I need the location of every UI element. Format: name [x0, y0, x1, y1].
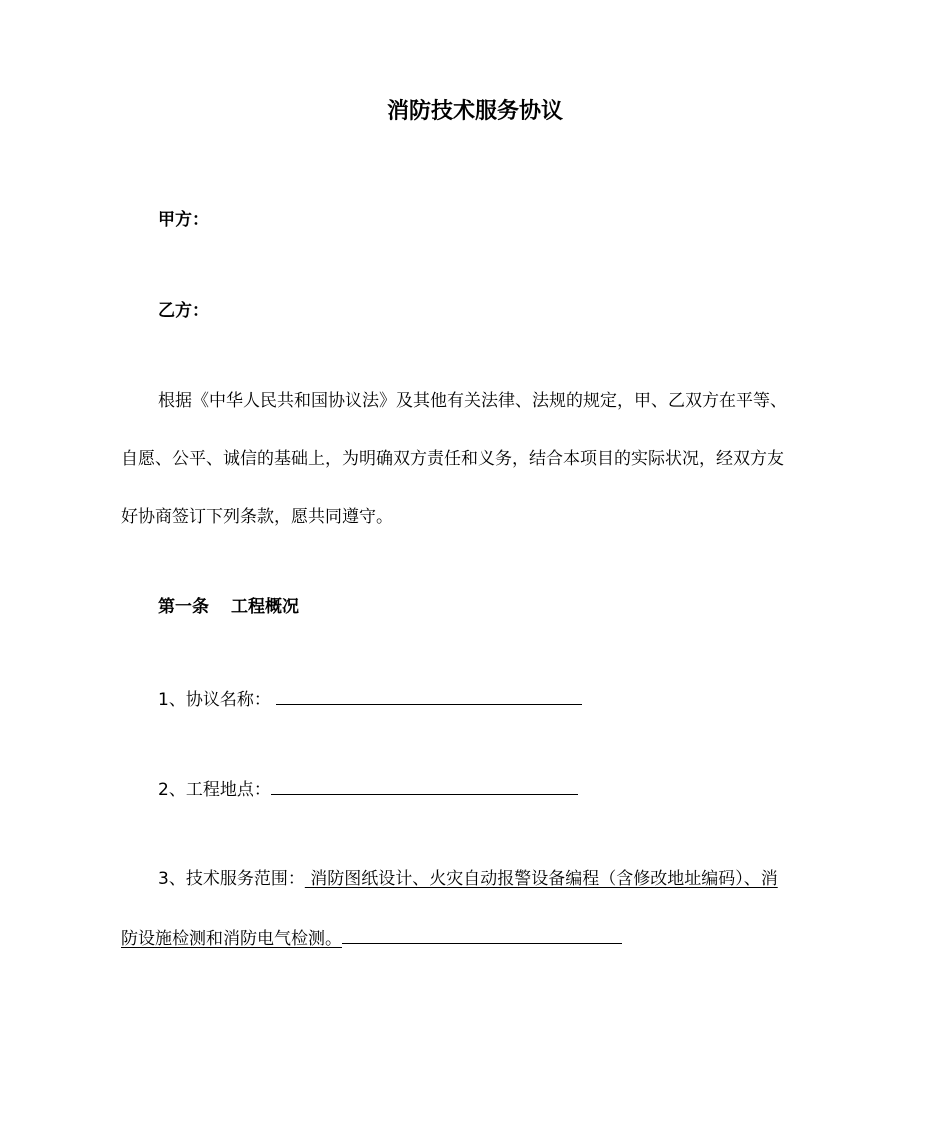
party-a-label: 甲方：: [158, 210, 209, 230]
agreement-name-blank: [276, 686, 582, 705]
item-3: [158, 867, 778, 891]
item-3-continued: [121, 925, 622, 951]
item-2-label: 2、工程地点：: [158, 780, 271, 800]
article-1-title: 工程概况: [231, 597, 299, 617]
article-1-heading: [158, 595, 299, 619]
service-scope-trailing-blank: [342, 925, 622, 944]
intro-line-1: 根据《中华人民共和国协议法》及其他有关法律、法规的规定，甲、乙双方在平等、: [158, 391, 787, 411]
party-b-label: 乙方：: [158, 301, 209, 321]
project-location-blank: [271, 776, 578, 795]
intro-line-2: 自愿、公平、诚信的基础上，为明确双方责任和义务，结合本项目的实际状况，经双方友: [121, 449, 784, 469]
service-scope-value-line-1: 消防图纸设计、火灾自动报警设备编程（含修改地址编码）、消: [304, 869, 778, 889]
item-1: [158, 686, 582, 712]
document-title: 消防技术服务协议: [386, 99, 563, 124]
item-1-label: 1、协议名称：: [158, 690, 271, 710]
item-3-label: 3、技术服务范围：: [158, 869, 305, 889]
article-1-number: 第一条: [158, 597, 209, 617]
service-scope-value-line-2: 防设施检测和消防电气检测。: [121, 929, 342, 949]
item-2: [158, 776, 578, 802]
intro-line-3: 好协商签订下列条款，愿共同遵守。: [121, 507, 393, 527]
